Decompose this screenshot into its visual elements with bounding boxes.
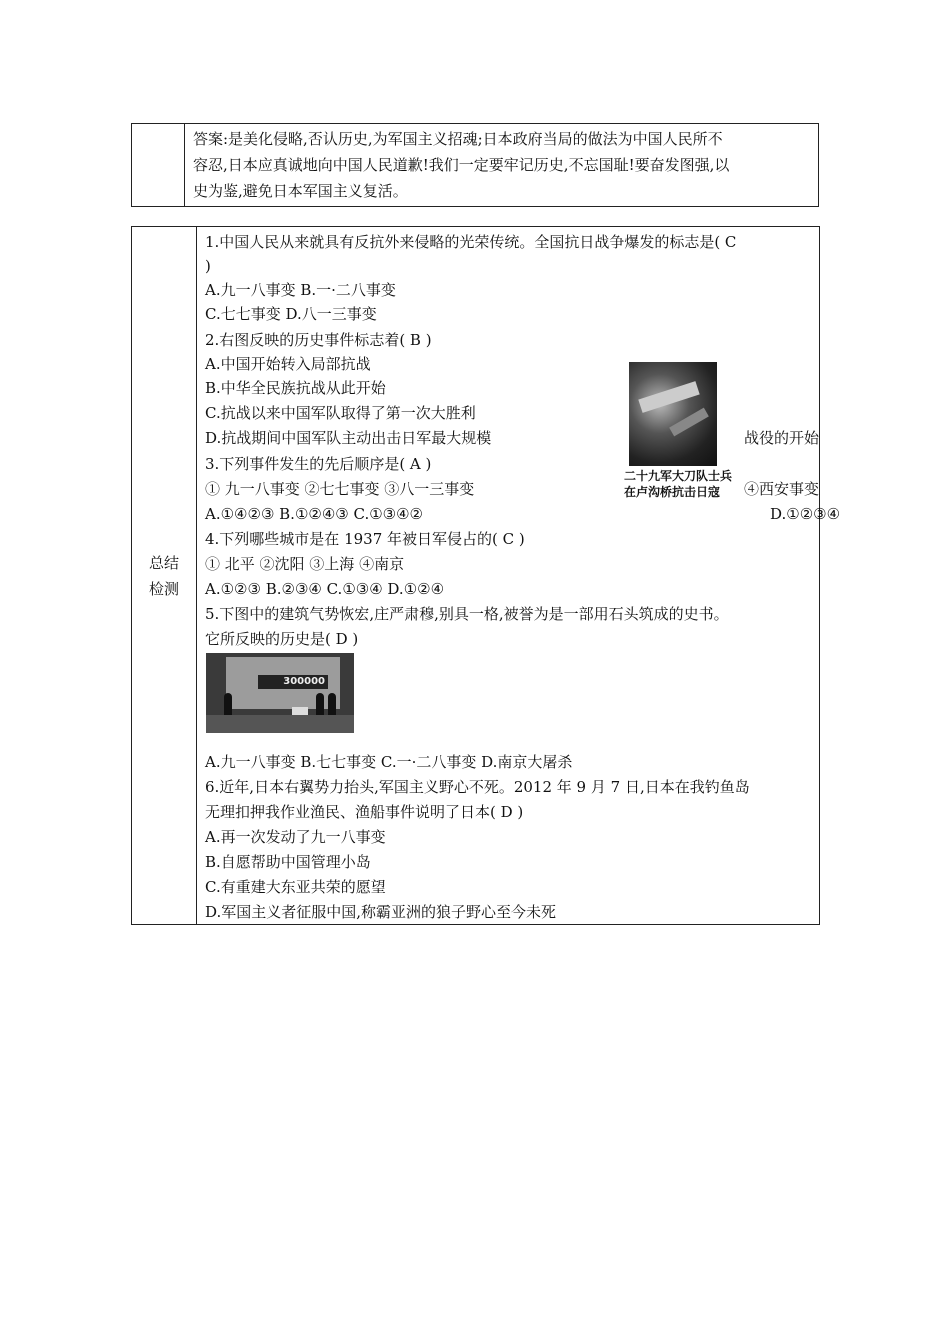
q5-stem: 5.下图中的建筑气势恢宏,庄严肃穆,别具一格,被誉为是一部用石头筑成的史书。 xyxy=(205,605,729,623)
q2-option-b: B.中华全民族抗战从此开始 xyxy=(205,379,386,397)
q6-option-d: D.军国主义者征服中国,称霸亚洲的狼子野心至今未死 xyxy=(205,903,557,921)
q2-option-a: A.中国开始转入局部抗战 xyxy=(205,355,371,373)
q6-option-b: B.自愿帮助中国管理小岛 xyxy=(205,853,371,871)
q3-stem: 3.下列事件发生的先后顺序是( A ) xyxy=(205,455,432,473)
q6-option-a: A.再一次发动了九一八事变 xyxy=(205,828,386,846)
q6-stem: 6.近年,日本右翼势力抬头,军国主义野心不死。2012 年 9 月 7 日,日本在我钓鱼岛 xyxy=(205,778,750,796)
photo-caption: 在卢沟桥抗击日寇 xyxy=(624,485,721,499)
section-label-line: 检测 xyxy=(148,579,179,598)
q3-options: A.①④②③ B.①②④③ C.①③④② xyxy=(205,505,424,523)
answer-side-cell xyxy=(132,124,185,207)
q4-stem: 4.下列哪些城市是在 1937 年被日军侵占的( C ) xyxy=(205,530,525,548)
q5-options: A.九一八事变 B.七七事变 C.一·二八事变 D.南京大屠杀 xyxy=(205,753,573,771)
q6-option-c: C.有重建大东亚共荣的愿望 xyxy=(205,878,386,896)
memorial-photo xyxy=(206,653,354,733)
answer-line: 容忍,日本应真诚地向中国人民道歉!我们一定要牢记历史,不忘国耻!要奋发图强,以 xyxy=(193,156,730,174)
q2-option-c: C.抗战以来中国军队取得了第一次大胜利 xyxy=(205,404,476,422)
q3-item-4: ④西安事变 xyxy=(744,480,820,498)
answer-cell xyxy=(185,124,819,207)
q5-stem: 它所反映的历史是( D ) xyxy=(205,630,359,648)
section-label xyxy=(132,227,197,925)
answer-table xyxy=(131,123,819,207)
memorial-number: 300000 xyxy=(258,675,328,689)
q1-options: A.九一八事变 B.一·二八事变 xyxy=(205,281,396,299)
lugou-bridge-photo xyxy=(629,362,717,466)
section-label-line: 总结 xyxy=(148,553,179,572)
answer-line: 答案:是美化侵略,否认历史,为军国主义招魂;日本政府当局的做法为中国人民所不 xyxy=(193,130,723,148)
quiz-table xyxy=(131,226,841,925)
q2-option-d: D.抗战期间中国军队主动出击日军最大规模 xyxy=(205,429,492,447)
q4-options: A.①②③ B.②③④ C.①③④ D.①②④ xyxy=(205,580,445,598)
q4-items: ① 北平 ②沈阳 ③上海 ④南京 xyxy=(205,555,405,573)
q3-items: ① 九一八事变 ②七七事变 ③八一三事变 xyxy=(205,480,475,498)
q1-options: C.七七事变 D.八一三事变 xyxy=(205,305,377,323)
photo-caption: 二十九军大刀队士兵 xyxy=(624,469,733,483)
q2-option-d-end: 战役的开始 xyxy=(744,429,820,447)
q1-stem: 1.中国人民从来就具有反抗外来侵略的光荣传统。全国抗日战争爆发的标志是( C xyxy=(205,233,737,251)
q1-stem-end: ) xyxy=(205,257,211,275)
q2-stem: 2.右图反映的历史事件标志着( B ) xyxy=(205,331,432,349)
quiz-content xyxy=(197,227,841,925)
q6-stem: 无理扣押我作业渔民、渔船事件说明了日本( D ) xyxy=(205,803,524,821)
q3-option-d: D.①②③④ xyxy=(770,505,841,523)
answer-line: 史为鉴,避免日本军国主义复活。 xyxy=(193,182,408,200)
